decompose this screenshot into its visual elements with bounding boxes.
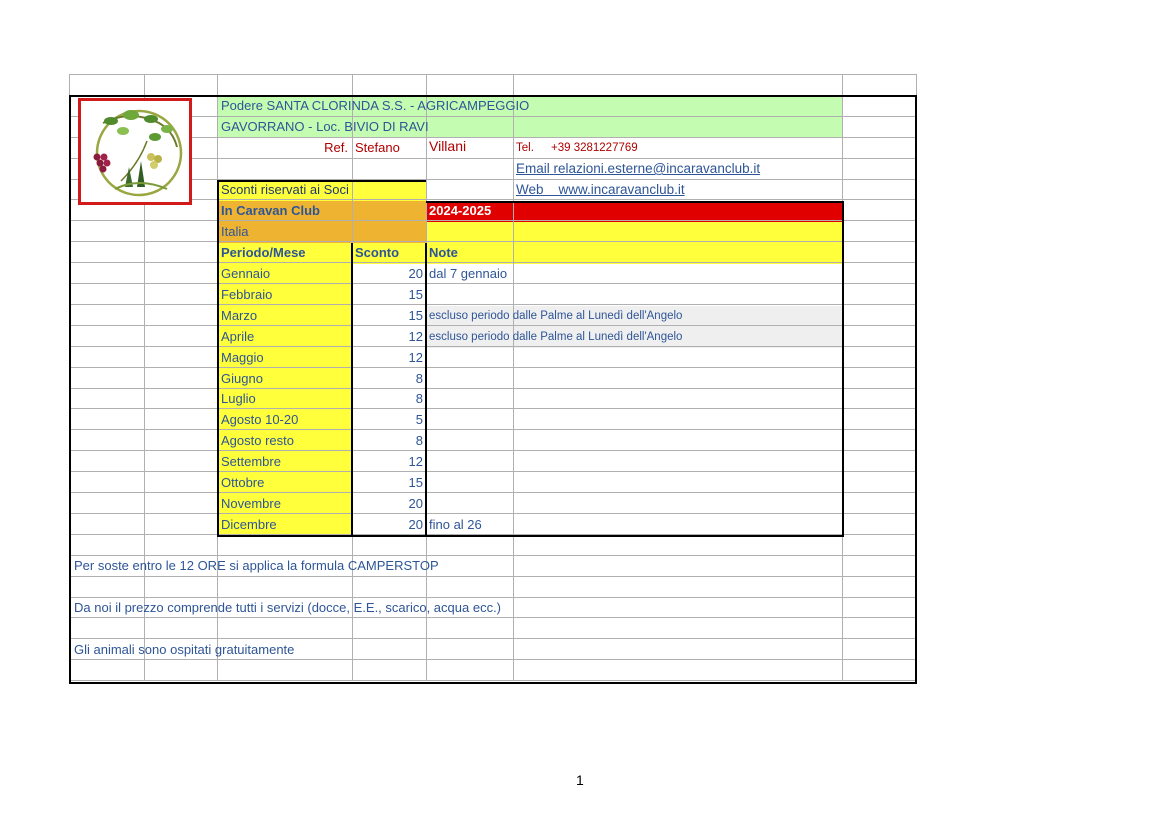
grid-line — [69, 158, 917, 159]
grid-line — [69, 576, 917, 577]
grid-line — [69, 513, 917, 514]
table-border — [217, 180, 219, 537]
table-border — [69, 682, 917, 684]
grid-line — [69, 408, 917, 409]
row-discount: 20 — [408, 517, 423, 532]
row-discount: 12 — [408, 329, 423, 344]
grid-line — [69, 638, 917, 639]
web-label: Web — [516, 182, 544, 197]
row-period: Agosto resto — [221, 433, 294, 448]
col-header-period: Periodo/Mese — [221, 245, 306, 260]
grid-line — [69, 492, 917, 493]
country-label: Italia — [221, 224, 249, 239]
grid-line — [69, 220, 917, 221]
footnote-camperstop: Per soste entro le 12 ORE si applica la formula CAMPERSTOP — [74, 558, 439, 573]
row-period: Agosto 10-20 — [221, 412, 299, 427]
country-yellow-band — [426, 222, 843, 243]
row-discount: 8 — [415, 371, 423, 386]
grid-line — [69, 137, 917, 138]
table-border — [842, 201, 844, 537]
grid-line — [513, 74, 514, 680]
row-period: Gennaio — [221, 266, 271, 281]
agritourism-logo — [78, 98, 192, 205]
farm-name: Podere SANTA CLORINDA S.S. - AGRICAMPEGGIO — [221, 98, 530, 113]
row-period: Luglio — [221, 391, 256, 406]
club-name: In Caravan Club — [221, 203, 320, 218]
row-discount: 8 — [415, 433, 423, 448]
tel-value: +39 3281227769 — [551, 142, 638, 154]
row-discount: 20 — [408, 496, 423, 511]
row-period: Ottobre — [221, 475, 265, 490]
col-header-discount: Sconto — [355, 245, 400, 260]
col-header-notes: Note — [429, 245, 458, 260]
row-discount: 15 — [408, 475, 423, 490]
table-border — [217, 535, 844, 537]
tel-label: Tel. — [516, 142, 534, 154]
grid-line — [69, 116, 917, 117]
grid-line — [69, 429, 917, 430]
row-discount: 12 — [408, 350, 423, 365]
row-discount: 20 — [408, 266, 423, 281]
email-link[interactable] — [516, 159, 760, 179]
row-discount: 15 — [408, 287, 423, 302]
ref-last-name: Villani — [429, 138, 467, 154]
row-note: fino al 26 — [429, 517, 482, 532]
row-period: Maggio — [221, 350, 264, 365]
grid-line — [69, 262, 917, 263]
grid-line — [69, 74, 917, 75]
table-border — [351, 243, 353, 536]
grid-line — [69, 179, 917, 180]
farm-location: GAVORRANO - Loc. BIVIO DI RAVI — [221, 119, 429, 134]
table-border — [915, 95, 917, 684]
footnote-pets: Gli animali sono ospitati gratuitamente — [74, 642, 295, 657]
grid-line — [69, 241, 917, 242]
web-value: www.incaravanclub.it — [558, 182, 685, 197]
row-period: Marzo — [221, 308, 258, 323]
row-period: Aprile — [221, 329, 255, 344]
grid-line — [69, 304, 917, 305]
row-period: Giugno — [221, 371, 263, 386]
grapevine-logo-icon — [81, 101, 189, 202]
grid-line — [69, 680, 917, 681]
grid-line — [69, 199, 917, 200]
season-label: 2024-2025 — [429, 203, 492, 218]
row-period: Febbraio — [221, 287, 273, 302]
table-border — [425, 243, 427, 536]
row-period: Settembre — [221, 454, 281, 469]
grid-line — [69, 450, 917, 451]
row-discount: 12 — [408, 454, 423, 469]
row-period: Dicembre — [221, 517, 277, 532]
table-border — [69, 95, 71, 684]
row-discount: 5 — [415, 412, 423, 427]
row-discount: 8 — [415, 391, 423, 406]
row-discount: 15 — [408, 308, 423, 323]
grid-line — [69, 471, 917, 472]
grid-line — [69, 367, 917, 368]
footnote-services: Da noi il prezzo comprende tutti i servizi (docce, E.E., scarico, acqua ecc.) — [74, 600, 502, 615]
email-label: Email — [516, 161, 550, 176]
ref-label: Ref. — [324, 140, 348, 155]
web-link[interactable] — [516, 180, 685, 200]
ref-first-name: Stefano — [355, 140, 400, 155]
email-value: relazioni.esterne@incaravanclub.it — [553, 161, 761, 176]
column-header-yellow-band — [218, 243, 843, 264]
discount-title: Sconti riservati ai Soci — [221, 182, 349, 197]
row-note: dal 7 gennaio — [429, 266, 508, 281]
row-note: escluso periodo dalle Palme al Lunedì dell'Angelo — [429, 310, 683, 322]
page-number: 1 — [576, 772, 584, 788]
grid-line — [69, 388, 917, 389]
row-period: Novembre — [221, 496, 281, 511]
row-note: escluso periodo dalle Palme al Lunedì dell'Angelo — [429, 331, 683, 343]
